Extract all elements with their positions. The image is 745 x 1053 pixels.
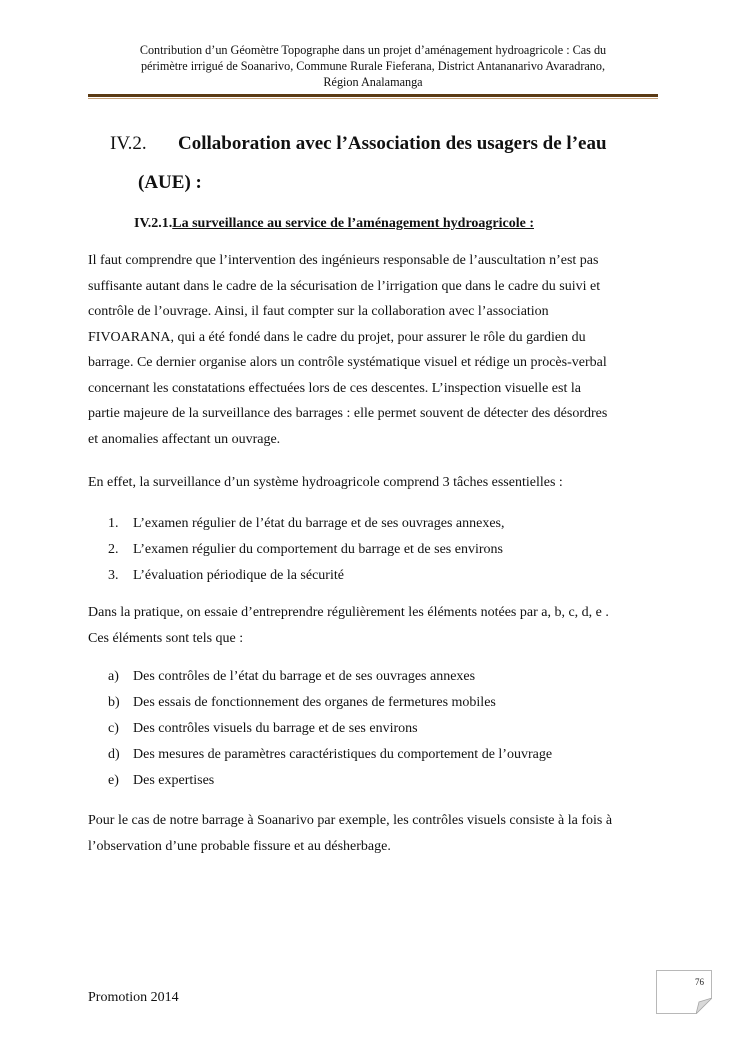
list-item-text: L’examen régulier du comportement du barrage et de ses environs	[133, 542, 503, 557]
header-rule-light	[88, 98, 658, 99]
running-header	[88, 42, 658, 90]
list-marker: d)	[108, 747, 120, 762]
paragraph-line: barrage. Ce dernier organise alors un contrôle systématique visuel et rédige un procès-verbal	[88, 355, 607, 370]
paragraph-line: Pour le cas de notre barrage à Soanarivo par exemple, les contrôles visuels consiste à la fois à	[88, 813, 613, 828]
paragraph-line: partie majeure de la surveillance des barrages : elle permet souvent de détecter des désordres	[88, 406, 608, 421]
paragraph-line: et anomalies affectant un ouvrage.	[88, 431, 281, 447]
footer-promotion: Promotion 2014	[88, 990, 179, 1005]
paragraph-line: Dans la pratique, on essaie d’entreprendre régulièrement les éléments notées par a, b, c, d, e .	[88, 605, 609, 620]
paragraph-line: suffisante autant dans le cadre de la sécurisation de l’irrigation que dans le cadre du suivi et	[88, 278, 601, 294]
list-item-text: Des expertises	[133, 773, 215, 788]
list-item	[108, 768, 552, 794]
list-marker: c)	[108, 721, 119, 736]
list-item-text: Des contrôles de l’état du barrage et de ses ouvrages annexes	[133, 669, 476, 684]
page-number-box	[656, 970, 712, 1014]
page-number: 76	[695, 977, 704, 987]
paragraph-tasks-intro	[88, 470, 660, 496]
page-curl-icon	[696, 998, 712, 1014]
list-item	[108, 716, 552, 742]
list-marker: a)	[108, 669, 119, 684]
paragraph-line: FIVOARANA, qui a été fondé dans le cadre du projet, pour assurer le rôle du gardien du	[88, 329, 586, 345]
paragraph-line: Il faut comprendre que l’intervention des ingénieurs responsable de l’auscultation n’est pas	[88, 253, 599, 268]
lettered-list	[108, 664, 552, 794]
header-line-1: Contribution d’un Géomètre Topographe dans un projet d’aménagement hydroagricole : Cas du	[139, 43, 607, 57]
list-item	[108, 690, 552, 716]
list-item	[108, 537, 505, 563]
list-marker: 2.	[108, 542, 119, 557]
numbered-list	[108, 511, 505, 589]
list-item	[108, 511, 505, 537]
section-number: IV.2.	[110, 133, 147, 154]
list-item-text: Des mesures de paramètres caractéristiques du comportement de l’ouvrage	[133, 747, 553, 762]
paragraph-line: l’observation d’une probable fissure et au désherbage.	[88, 838, 391, 854]
paragraph-line: En effet, la surveillance d’un système hydroagricole comprend 3 tâches essentielles :	[88, 475, 563, 490]
paragraph-line: contrôle de l’ouvrage. Ainsi, il faut compter sur la collaboration avec l’association	[88, 304, 549, 319]
list-item-text: Des essais de fonctionnement des organes de fermetures mobiles	[133, 695, 496, 710]
subsection-number: IV.2.1.	[134, 216, 173, 231]
list-marker: e)	[108, 773, 119, 788]
header-line-2: périmètre irrigué de Soanarivo, Commune Rurale Fieferana, District Antananarivo Avaradrano,	[140, 59, 606, 73]
list-item-text: Des contrôles visuels du barrage et de ses environs	[133, 721, 418, 736]
list-item-text: L’évaluation périodique de la sécurité	[133, 568, 344, 583]
paragraph-line: concernant les constatations effectuées lors de ces descentes. L’inspection visuelle est la	[88, 380, 581, 396]
paragraph-intro	[88, 248, 660, 452]
subsection-title: La surveillance au service de l’aménagement hydroagricole :	[172, 216, 534, 231]
list-item	[108, 742, 552, 768]
subsection-heading	[134, 216, 534, 232]
paragraph-practice	[88, 600, 660, 651]
list-marker: 1.	[108, 516, 119, 531]
list-marker: 3.	[108, 568, 119, 583]
list-marker: b)	[108, 695, 120, 710]
list-item	[108, 563, 505, 589]
header-rule	[88, 94, 658, 97]
paragraph-line: Ces éléments sont tels que :	[88, 630, 244, 646]
list-item-text: L’examen régulier de l’état du barrage et de ses ouvrages annexes,	[133, 516, 505, 531]
section-title: Collaboration avec l’Association des usagers de l’eau	[178, 133, 607, 154]
section-title-continued: (AUE) :	[138, 172, 202, 193]
header-line-3: Région Analamanga	[323, 75, 423, 89]
paragraph-example	[88, 808, 660, 859]
list-item	[108, 664, 552, 690]
